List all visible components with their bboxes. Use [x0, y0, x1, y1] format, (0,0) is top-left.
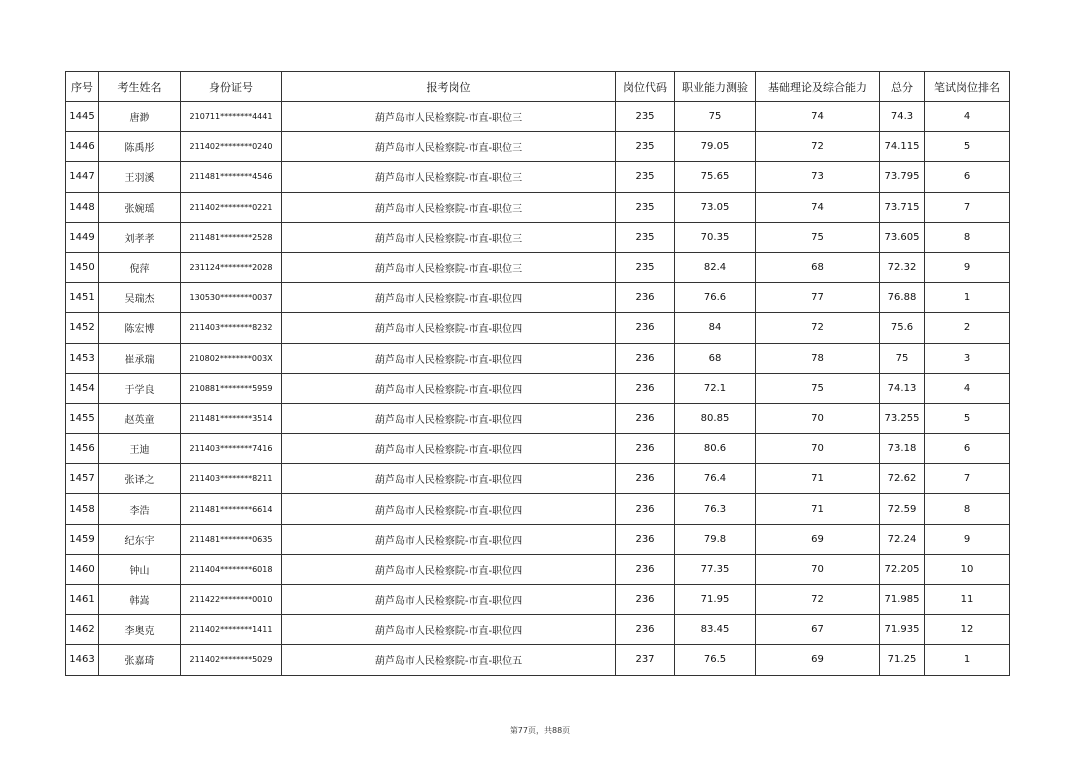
table-row — [66, 585, 1010, 615]
header-id-number: 身份证号 — [181, 72, 282, 102]
cell-aptitude-test: 75 — [675, 102, 756, 132]
cell-rank: 9 — [925, 524, 1010, 554]
page-footer: 第77页，共88页 — [509, 726, 571, 735]
cell-seq: 1463 — [66, 645, 99, 675]
cell-comprehensive: 72 — [756, 132, 880, 162]
cell-seq: 1446 — [66, 132, 99, 162]
cell-name: 王羽溪 — [99, 162, 181, 192]
cell-name: 刘孝孝 — [99, 222, 181, 252]
cell-comprehensive: 69 — [756, 524, 880, 554]
cell-aptitude-test: 77.35 — [675, 554, 756, 584]
cell-id-number: 211403********8211 — [181, 464, 282, 494]
cell-total: 72.24 — [880, 524, 925, 554]
cell-name: 张婉瑶 — [99, 192, 181, 222]
cell-position-code: 236 — [616, 494, 675, 524]
cell-position: 葫芦岛市人民检察院-市直-职位四 — [282, 313, 616, 343]
cell-position: 葫芦岛市人民检察院-市直-职位三 — [282, 252, 616, 282]
cell-aptitude-test: 73.05 — [675, 192, 756, 222]
cell-id-number: 130530********0037 — [181, 283, 282, 313]
cell-aptitude-test: 75.65 — [675, 162, 756, 192]
cell-id-number: 210711********4441 — [181, 102, 282, 132]
cell-aptitude-test: 76.6 — [675, 283, 756, 313]
header-comprehensive: 基础理论及综合能力 — [756, 72, 880, 102]
table-row — [66, 283, 1010, 313]
header-total: 总分 — [880, 72, 925, 102]
cell-comprehensive: 74 — [756, 102, 880, 132]
cell-name: 张译之 — [99, 464, 181, 494]
cell-aptitude-test: 80.6 — [675, 434, 756, 464]
cell-position-code: 236 — [616, 554, 675, 584]
cell-total: 76.88 — [880, 283, 925, 313]
cell-comprehensive: 70 — [756, 554, 880, 584]
cell-position: 葫芦岛市人民检察院-市直-职位四 — [282, 403, 616, 433]
table-row — [66, 252, 1010, 282]
cell-seq: 1460 — [66, 554, 99, 584]
cell-comprehensive: 70 — [756, 434, 880, 464]
cell-rank: 8 — [925, 494, 1010, 524]
cell-position-code: 237 — [616, 645, 675, 675]
cell-name: 陈禹彤 — [99, 132, 181, 162]
cell-id-number: 211481********0635 — [181, 524, 282, 554]
table-row — [66, 464, 1010, 494]
cell-seq: 1447 — [66, 162, 99, 192]
cell-aptitude-test: 68 — [675, 343, 756, 373]
cell-position-code: 235 — [616, 192, 675, 222]
cell-seq: 1445 — [66, 102, 99, 132]
cell-id-number: 231124********2028 — [181, 252, 282, 282]
cell-rank: 4 — [925, 373, 1010, 403]
table-body — [66, 102, 1010, 676]
cell-id-number: 211402********0240 — [181, 132, 282, 162]
cell-name: 陈宏博 — [99, 313, 181, 343]
table-header — [66, 72, 1010, 102]
header-position-code: 岗位代码 — [616, 72, 675, 102]
cell-position-code: 236 — [616, 615, 675, 645]
cell-id-number: 210881********5959 — [181, 373, 282, 403]
cell-aptitude-test: 84 — [675, 313, 756, 343]
table-row — [66, 434, 1010, 464]
table-row — [66, 313, 1010, 343]
table-row — [66, 645, 1010, 675]
cell-position-code: 235 — [616, 132, 675, 162]
header-name: 考生姓名 — [99, 72, 181, 102]
cell-comprehensive: 74 — [756, 192, 880, 222]
cell-comprehensive: 70 — [756, 403, 880, 433]
cell-total: 74.3 — [880, 102, 925, 132]
cell-position: 葫芦岛市人民检察院-市直-职位四 — [282, 464, 616, 494]
cell-name: 张嘉琦 — [99, 645, 181, 675]
cell-seq: 1458 — [66, 494, 99, 524]
cell-seq: 1461 — [66, 585, 99, 615]
cell-id-number: 211481********6614 — [181, 494, 282, 524]
cell-aptitude-test: 79.05 — [675, 132, 756, 162]
cell-seq: 1456 — [66, 434, 99, 464]
cell-total: 73.605 — [880, 222, 925, 252]
cell-total: 72.32 — [880, 252, 925, 282]
cell-position-code: 236 — [616, 343, 675, 373]
cell-position: 葫芦岛市人民检察院-市直-职位五 — [282, 645, 616, 675]
cell-comprehensive: 67 — [756, 615, 880, 645]
table-row — [66, 102, 1010, 132]
cell-seq: 1455 — [66, 403, 99, 433]
cell-aptitude-test: 72.1 — [675, 373, 756, 403]
cell-name: 倪萍 — [99, 252, 181, 282]
cell-id-number: 211481********4546 — [181, 162, 282, 192]
cell-position: 葫芦岛市人民检察院-市直-职位三 — [282, 192, 616, 222]
cell-position: 葫芦岛市人民检察院-市直-职位三 — [282, 102, 616, 132]
cell-total: 73.795 — [880, 162, 925, 192]
cell-comprehensive: 72 — [756, 313, 880, 343]
cell-rank: 10 — [925, 554, 1010, 584]
cell-id-number: 211422********0010 — [181, 585, 282, 615]
cell-seq: 1449 — [66, 222, 99, 252]
cell-total: 73.255 — [880, 403, 925, 433]
cell-comprehensive: 78 — [756, 343, 880, 373]
cell-total: 71.985 — [880, 585, 925, 615]
cell-rank: 3 — [925, 343, 1010, 373]
cell-seq: 1450 — [66, 252, 99, 282]
table-row — [66, 494, 1010, 524]
cell-position-code: 236 — [616, 373, 675, 403]
table-row — [66, 343, 1010, 373]
cell-name: 李奥克 — [99, 615, 181, 645]
cell-aptitude-test: 70.35 — [675, 222, 756, 252]
cell-name: 李浩 — [99, 494, 181, 524]
cell-id-number: 211402********1411 — [181, 615, 282, 645]
cell-position-code: 235 — [616, 162, 675, 192]
cell-id-number: 211402********0221 — [181, 192, 282, 222]
cell-total: 71.25 — [880, 645, 925, 675]
cell-position-code: 236 — [616, 524, 675, 554]
cell-position: 葫芦岛市人民检察院-市直-职位四 — [282, 283, 616, 313]
cell-aptitude-test: 79.8 — [675, 524, 756, 554]
cell-name: 王迪 — [99, 434, 181, 464]
cell-rank: 8 — [925, 222, 1010, 252]
table-row — [66, 554, 1010, 584]
cell-position: 葫芦岛市人民检察院-市直-职位四 — [282, 434, 616, 464]
cell-seq: 1452 — [66, 313, 99, 343]
cell-rank: 7 — [925, 192, 1010, 222]
cell-total: 71.935 — [880, 615, 925, 645]
cell-comprehensive: 73 — [756, 162, 880, 192]
cell-seq: 1459 — [66, 524, 99, 554]
table-row — [66, 373, 1010, 403]
cell-name: 纪东宇 — [99, 524, 181, 554]
cell-position-code: 235 — [616, 222, 675, 252]
cell-rank: 7 — [925, 464, 1010, 494]
cell-position-code: 236 — [616, 464, 675, 494]
cell-rank: 11 — [925, 585, 1010, 615]
cell-seq: 1462 — [66, 615, 99, 645]
cell-total: 72.205 — [880, 554, 925, 584]
cell-seq: 1448 — [66, 192, 99, 222]
cell-position: 葫芦岛市人民检察院-市直-职位四 — [282, 373, 616, 403]
cell-comprehensive: 77 — [756, 283, 880, 313]
cell-id-number: 211403********7416 — [181, 434, 282, 464]
cell-rank: 4 — [925, 102, 1010, 132]
cell-position: 葫芦岛市人民检察院-市直-职位三 — [282, 222, 616, 252]
cell-total: 73.18 — [880, 434, 925, 464]
cell-rank: 12 — [925, 615, 1010, 645]
header-seq: 序号 — [66, 72, 99, 102]
cell-rank: 1 — [925, 283, 1010, 313]
cell-name: 崔承瑞 — [99, 343, 181, 373]
table-row — [66, 162, 1010, 192]
cell-seq: 1457 — [66, 464, 99, 494]
cell-total: 73.715 — [880, 192, 925, 222]
cell-seq: 1451 — [66, 283, 99, 313]
cell-total: 72.59 — [880, 494, 925, 524]
cell-comprehensive: 72 — [756, 585, 880, 615]
header-aptitude-test: 职业能力测验 — [675, 72, 756, 102]
cell-position: 葫芦岛市人民检察院-市直-职位四 — [282, 494, 616, 524]
cell-name: 赵英童 — [99, 403, 181, 433]
header-row — [66, 72, 1010, 102]
cell-id-number: 211403********8232 — [181, 313, 282, 343]
cell-aptitude-test: 76.4 — [675, 464, 756, 494]
cell-rank: 6 — [925, 162, 1010, 192]
cell-position: 葫芦岛市人民检察院-市直-职位三 — [282, 162, 616, 192]
table-row — [66, 524, 1010, 554]
cell-rank: 5 — [925, 403, 1010, 433]
cell-position: 葫芦岛市人民检察院-市直-职位四 — [282, 524, 616, 554]
cell-name: 于学良 — [99, 373, 181, 403]
cell-position-code: 236 — [616, 313, 675, 343]
cell-position: 葫芦岛市人民检察院-市直-职位四 — [282, 615, 616, 645]
cell-rank: 6 — [925, 434, 1010, 464]
cell-aptitude-test: 83.45 — [675, 615, 756, 645]
cell-total: 75.6 — [880, 313, 925, 343]
cell-name: 吴瑞杰 — [99, 283, 181, 313]
cell-name: 唐渺 — [99, 102, 181, 132]
cell-comprehensive: 75 — [756, 373, 880, 403]
table-row — [66, 132, 1010, 162]
cell-total: 75 — [880, 343, 925, 373]
cell-position-code: 236 — [616, 403, 675, 433]
cell-comprehensive: 69 — [756, 645, 880, 675]
cell-seq: 1453 — [66, 343, 99, 373]
cell-position: 葫芦岛市人民检察院-市直-职位四 — [282, 585, 616, 615]
cell-comprehensive: 75 — [756, 222, 880, 252]
table-row — [66, 222, 1010, 252]
cell-aptitude-test: 76.3 — [675, 494, 756, 524]
cell-position: 葫芦岛市人民检察院-市直-职位三 — [282, 132, 616, 162]
cell-comprehensive: 71 — [756, 494, 880, 524]
table-row — [66, 403, 1010, 433]
cell-aptitude-test: 82.4 — [675, 252, 756, 282]
cell-position-code: 235 — [616, 252, 675, 282]
cell-id-number: 211404********6018 — [181, 554, 282, 584]
cell-id-number: 211481********2528 — [181, 222, 282, 252]
cell-name: 韩嵩 — [99, 585, 181, 615]
cell-aptitude-test: 80.85 — [675, 403, 756, 433]
cell-comprehensive: 68 — [756, 252, 880, 282]
table-row — [66, 615, 1010, 645]
cell-position-code: 236 — [616, 434, 675, 464]
cell-position-code: 236 — [616, 283, 675, 313]
cell-id-number: 211481********3514 — [181, 403, 282, 433]
cell-rank: 2 — [925, 313, 1010, 343]
cell-aptitude-test: 71.95 — [675, 585, 756, 615]
cell-id-number: 210802********003X — [181, 343, 282, 373]
cell-comprehensive: 71 — [756, 464, 880, 494]
score-table — [65, 71, 1010, 676]
cell-rank: 1 — [925, 645, 1010, 675]
cell-position: 葫芦岛市人民检察院-市直-职位四 — [282, 343, 616, 373]
header-position: 报考岗位 — [282, 72, 616, 102]
cell-position: 葫芦岛市人民检察院-市直-职位四 — [282, 554, 616, 584]
table-row — [66, 192, 1010, 222]
cell-total: 74.13 — [880, 373, 925, 403]
cell-rank: 5 — [925, 132, 1010, 162]
cell-rank: 9 — [925, 252, 1010, 282]
cell-position-code: 236 — [616, 585, 675, 615]
cell-total: 74.115 — [880, 132, 925, 162]
cell-total: 72.62 — [880, 464, 925, 494]
cell-position-code: 235 — [616, 102, 675, 132]
cell-aptitude-test: 76.5 — [675, 645, 756, 675]
cell-id-number: 211402********5029 — [181, 645, 282, 675]
cell-name: 钟山 — [99, 554, 181, 584]
header-rank: 笔试岗位排名 — [925, 72, 1010, 102]
cell-seq: 1454 — [66, 373, 99, 403]
